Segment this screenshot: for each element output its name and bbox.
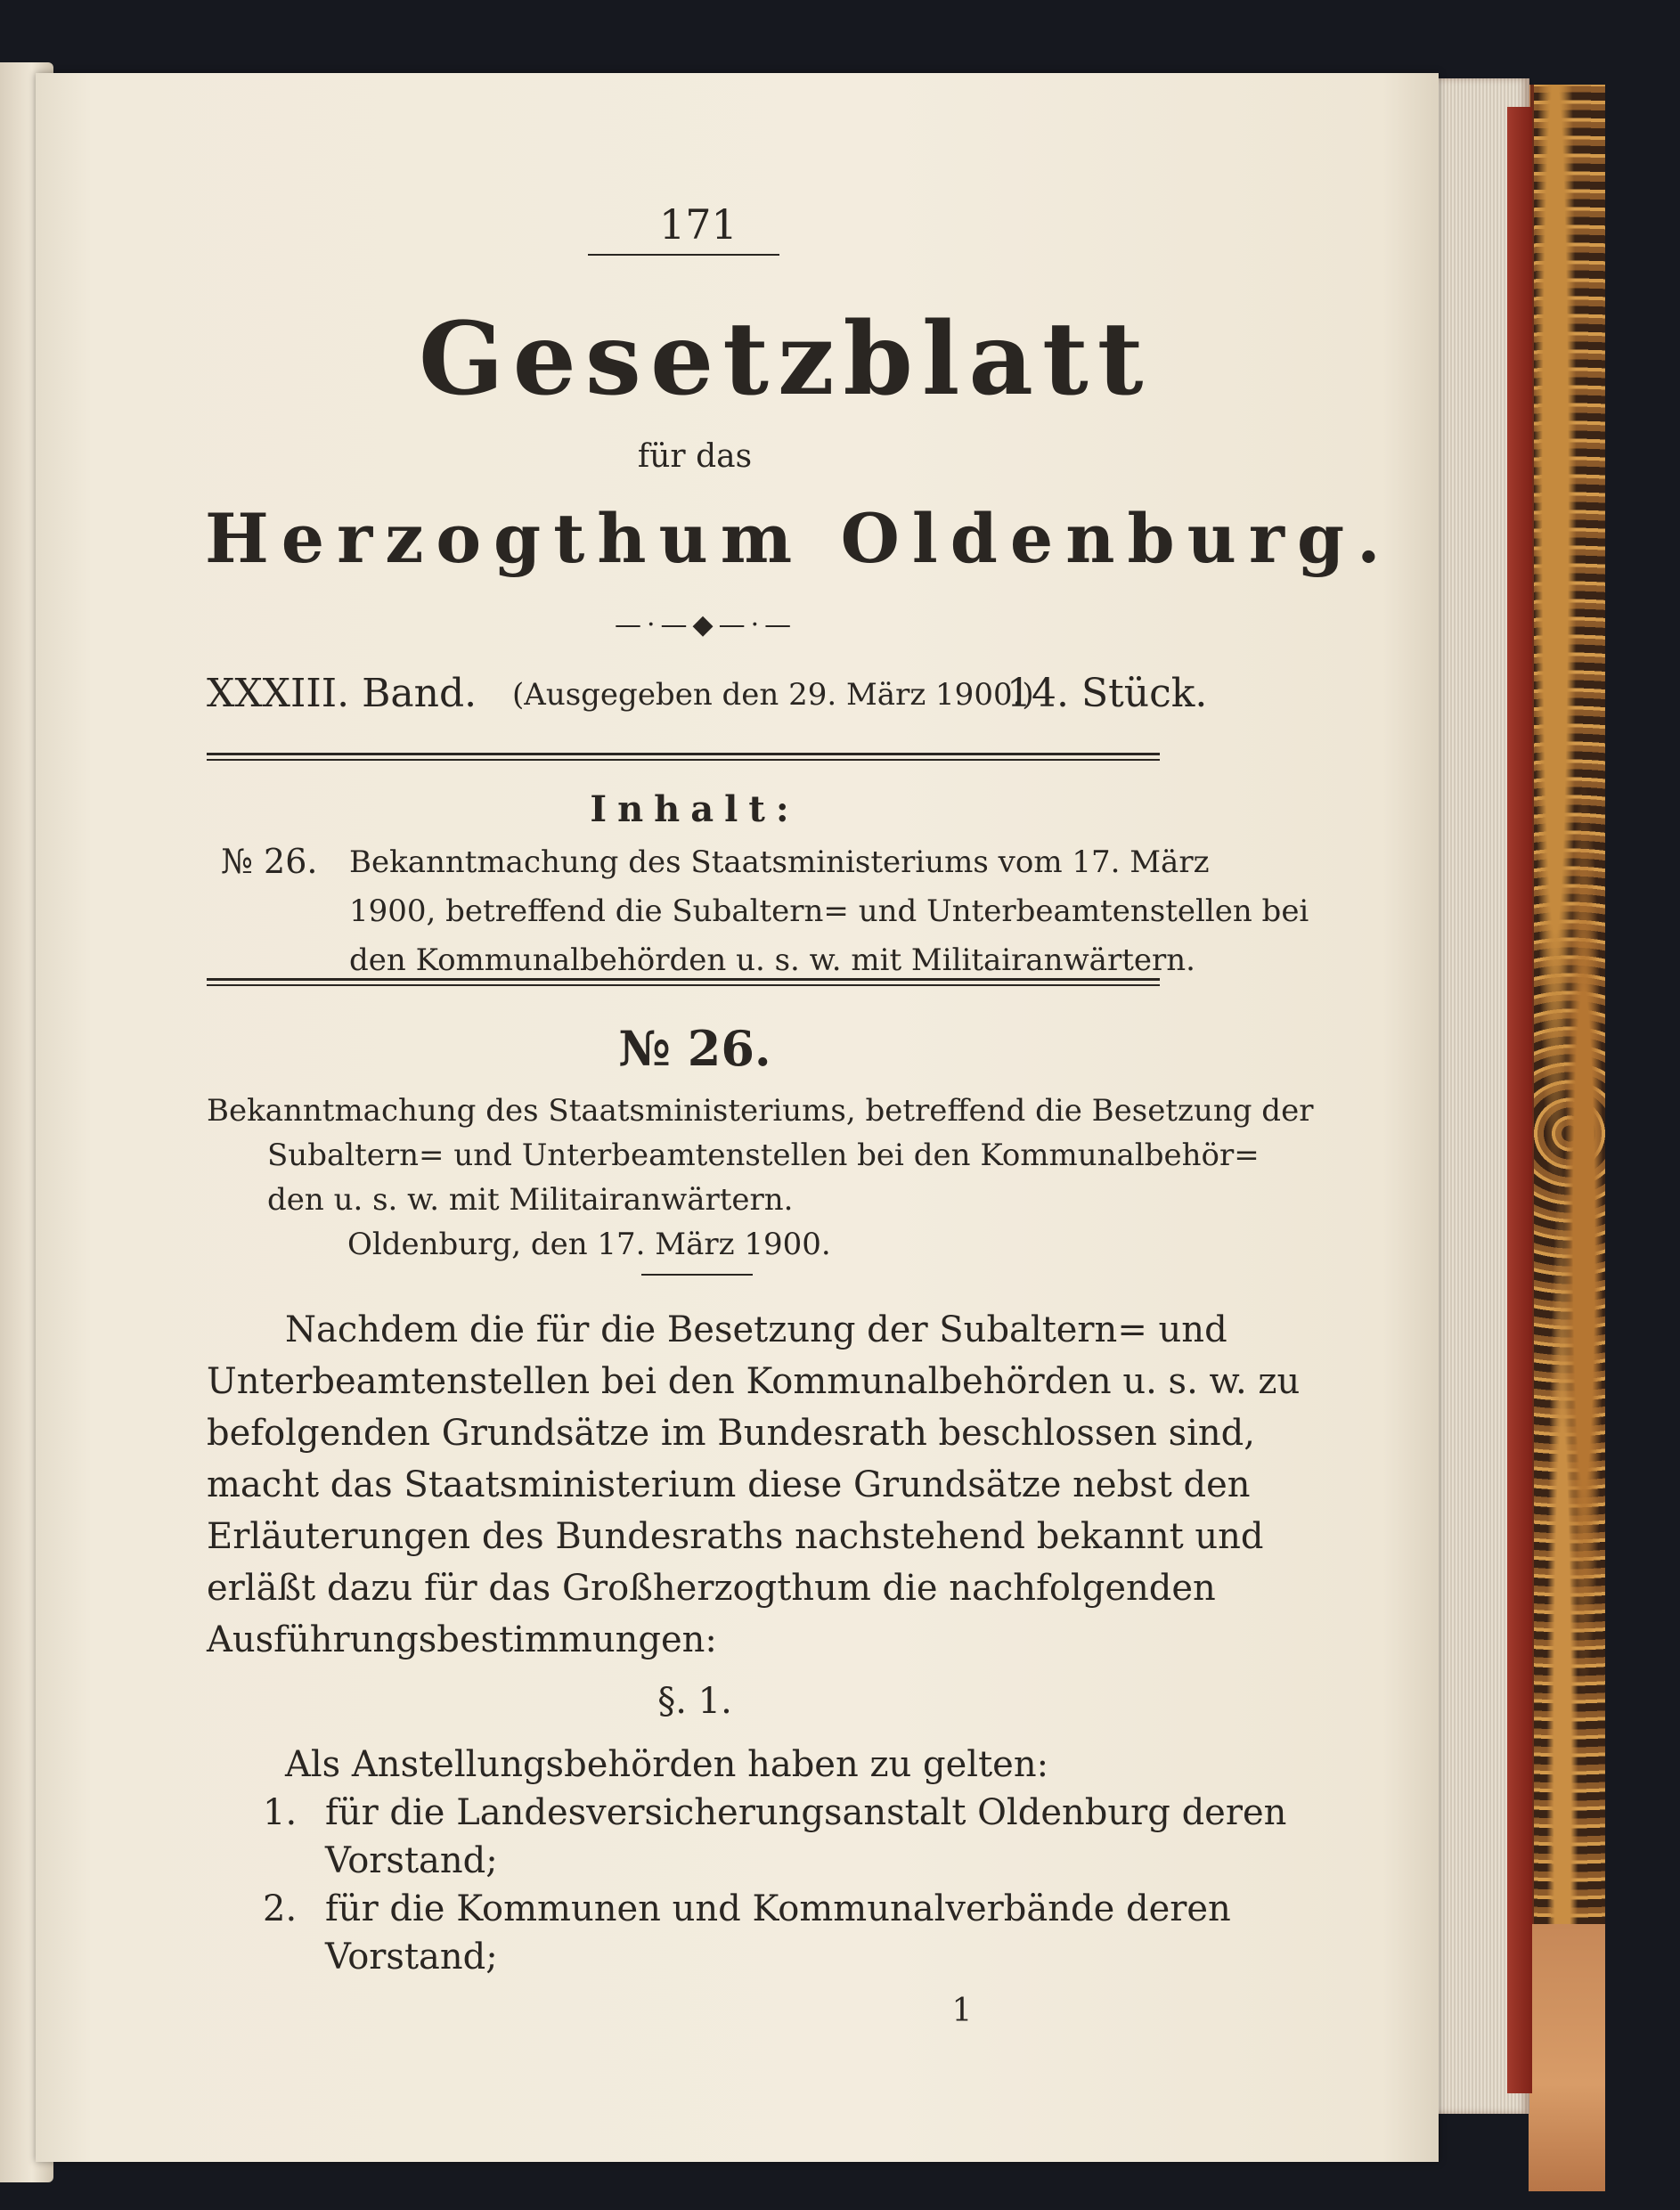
section-intro: Als Anstellungsbehörden haben zu gelten: [285, 1744, 1049, 1785]
page-number-rule [588, 254, 779, 256]
issue-double-rule-top [207, 753, 1160, 755]
announcement-place-date: Oldenburg, den 17. März 1900. [347, 1227, 831, 1262]
list-item-number: 2. [263, 1888, 298, 1929]
state-name: Herzogthum Oldenburg. [205, 499, 1393, 578]
announcement-title-line: Bekanntmachung des Staatsministeriums, betreffend die Besetzung der [207, 1093, 1314, 1129]
issue-volume: XXXIII. Band. [207, 671, 477, 716]
announcement-rule [641, 1274, 753, 1276]
gazette-title: Gesetzblatt [419, 301, 1153, 418]
marbled-spine [1530, 85, 1605, 2182]
contents-rule-top [207, 978, 1160, 981]
body-line: Unterbeamtenstellen bei den Kommunalbehörden u. s. w. zu [207, 1361, 1301, 1402]
list-item-text: für die Landesversicherungsanstalt Oldenburg deren [325, 1792, 1287, 1833]
contents-rule-bottom [207, 984, 1160, 986]
issue-double-rule-bottom [207, 759, 1160, 761]
body-line: macht das Staatsministerium diese Grundsätze nebst den [207, 1464, 1251, 1505]
ornament-divider: —·—◆—·— [615, 609, 797, 640]
list-item-number: 1. [263, 1792, 298, 1833]
body-line: Erläuterungen des Bundesraths nachstehend bekannt und [207, 1516, 1264, 1557]
signature-mark: 1 [951, 1993, 973, 2029]
body-line: Ausführungsbestimmungen: [207, 1619, 717, 1660]
contents-entry-line: 1900, betreffend die Subaltern= und Unterbeamtenstellen bei [349, 893, 1309, 929]
body-line: erläßt dazu für das Großherzogthum die nachfolgenden [207, 1568, 1216, 1609]
red-page-edge [1507, 107, 1532, 2093]
issue-number: 14. Stück. [1007, 671, 1208, 716]
section-sign: §. 1. [657, 1681, 732, 1722]
issue-date: (Ausgegeben den 29. März 1900.) [512, 677, 1034, 713]
page-number: 171 [659, 200, 738, 249]
contents-entry-line: den Kommunalbehörden u. s. w. mit Militairanwärtern. [349, 942, 1195, 978]
contents-heading: Inhalt: [590, 788, 800, 830]
contents-entry-line: Bekanntmachung des Staatsministeriums vom 17. März [349, 844, 1210, 880]
announcement-title-line: Subaltern= und Unterbeamtenstellen bei den Kommunalbehör= [267, 1138, 1260, 1173]
announcement-title-line: den u. s. w. mit Militairanwärtern. [267, 1182, 794, 1218]
list-item-text: Vorstand; [325, 1937, 498, 1978]
body-line: befolgenden Grundsätze im Bundesrath beschlossen sind, [207, 1413, 1255, 1454]
announcement-number: № 26. [618, 1020, 771, 1077]
body-line: Nachdem die für die Besetzung der Subaltern= und [285, 1309, 1227, 1350]
list-item-text: für die Kommunen und Kommunalverbände deren [325, 1888, 1231, 1929]
title-connector: für das [637, 438, 753, 475]
spine-leather-bottom [1529, 1924, 1605, 2191]
list-item-text: Vorstand; [325, 1840, 498, 1881]
contents-entry-number: № 26. [221, 842, 318, 881]
